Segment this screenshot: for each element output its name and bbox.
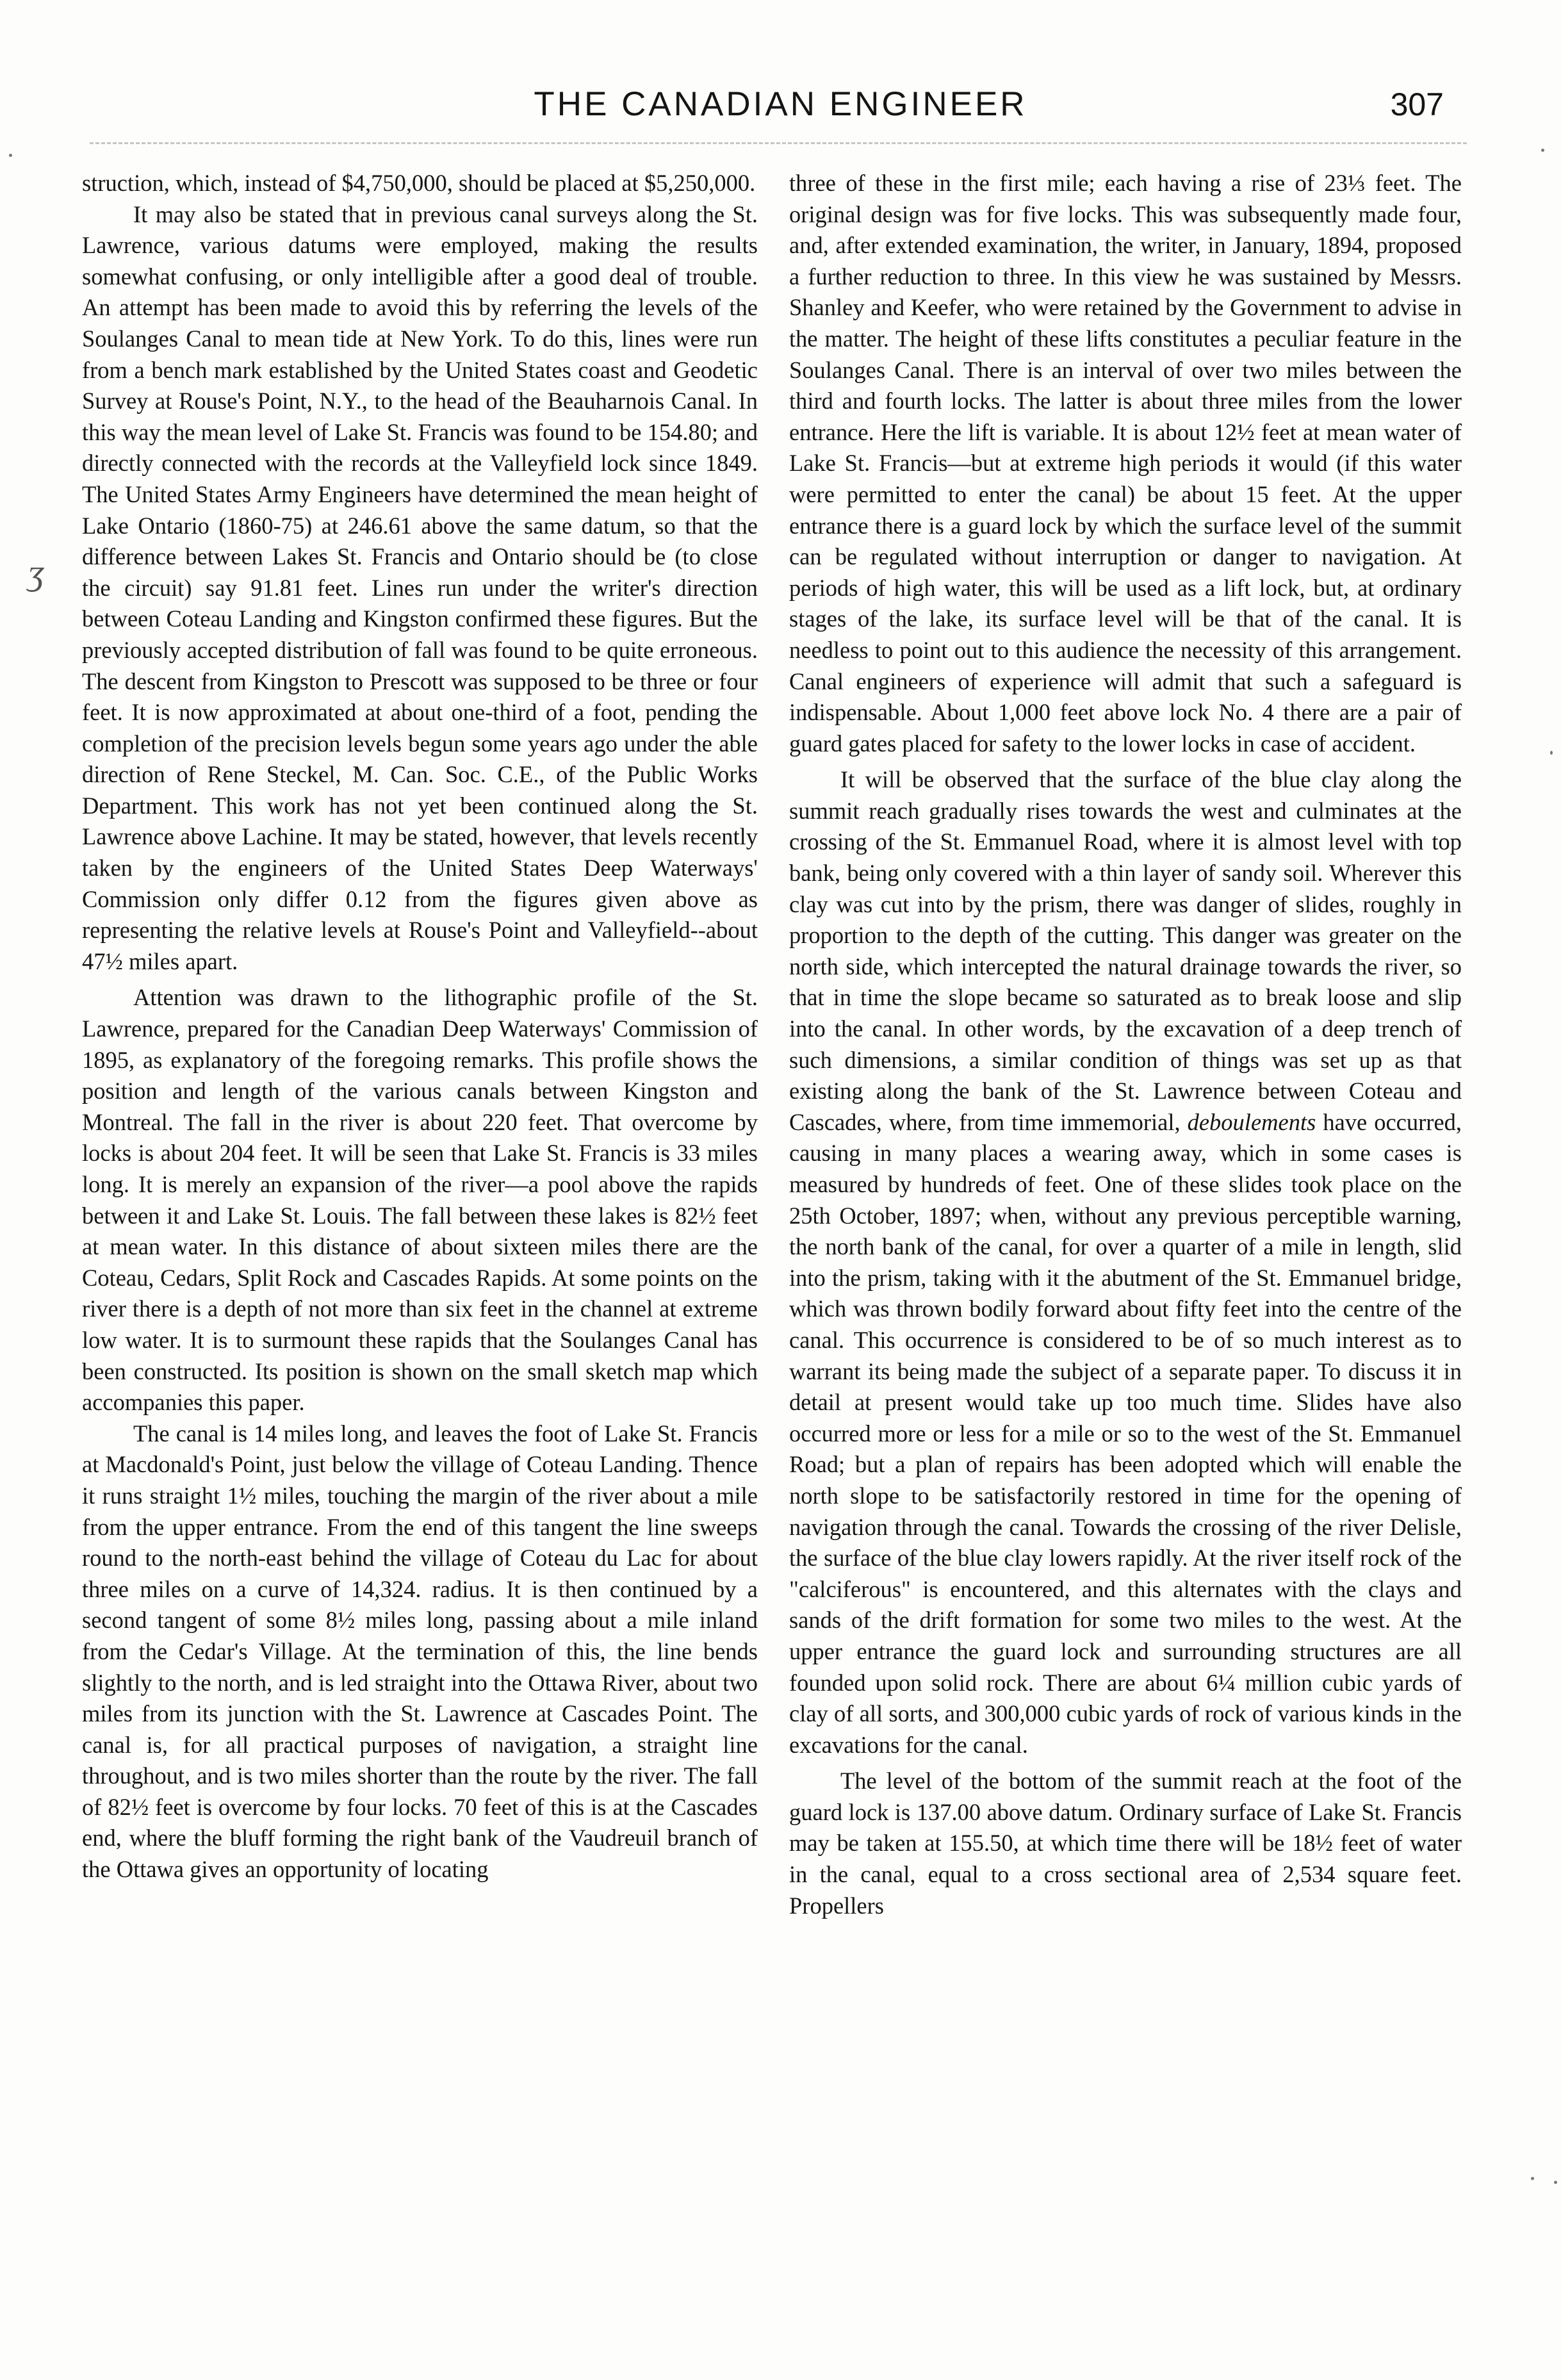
margin-speck [1554,2181,1557,2184]
paragraph [789,764,1462,1760]
paragraph: three of these in the first mile; each having a rise of 23⅓ feet. The original design was for five locks. This was subsequently made four, and, after extended examination, the writer, in January, 1894, proposed a further reduction to three. In this view he was sustained by Messrs. Shanley and Keefer, who were retained by the Government to advise in the matter. The height of these lifts constitutes a peculiar feature in the Soulanges Canal. There is an interval of over two miles between the third and fourth locks. The latter is about three miles from the lower entrance. Here the lift is variable. It is about 12½ feet at mean water of Lake St. Francis—but at extreme high periods it would (if this water were permitted to enter the canal) be about 15 feet. At the upper entrance there is a guard lock by which the surface level of the summit can be regulated without interruption or danger to navigation. At periods of high water, this will be used as a lift lock, but, at ordinary stages of the lake, its surface level will be that of the canal. It is needless to point out to this audience the necessity of this arrangement. Canal engineers of experience will admit that such a safeguard is indispensable. About 1,000 feet above lock No. 4 there are a pair of guard gates placed for safety to the lower locks in case of accident. [789,170,1462,757]
paragraph: It may also be stated that in previous canal surveys along the St. Lawrence, various datums were employed, making the results somewhat confusing, or only intelligible after a good deal of trouble. An attempt has been made to avoid this by referring the levels of the Soulanges Canal to mean tide at New York. To do this, lines were run from a bench mark established by the United States coast and Geodetic Survey at Rouse's Point, N.Y., to the head of the Beauharnois Canal. In this way the mean level of Lake St. Francis was found to be 154.80; and directly connected with the records at the Valleyfield lock since 1849. The United States Army Engineers have determined the mean height of Lake Ontario (1860-75) at 246.61 above the same datum, so that the difference between Lakes St. Francis and Ontario should be (to close the circuit) say 91.81 feet. Lines run under the writer's direction between Coteau Landing and Kingston confirmed these figures. But the previously accepted distribution of fall was found to be quite erroneous. The descent from Kingston to Prescott was supposed to be three or four feet. It is now approximated at about one-third of a foot, pending the completion of the precision levels begun some years ago under the able direction of Rene Steckel, M. Can. Soc. C.E., of the Public Works Department. This work has not yet been continued along the St. Lawrence above Lachine. It may be stated, however, that levels recently taken by the engineers of the United States Deep Waterways' Commission only differ 0.12 from the figures given above as representing the relative levels at Rouse's Point and Valleyfield--about 47½ miles apart. [82,201,758,974]
margin-speck [1531,2177,1534,2180]
paragraph: struction, which, instead of $4,750,000, should be placed at $5,250,000. [82,170,756,196]
page-header [0,82,1561,133]
paragraph-text: It will be observed that the surface of the blue clay along the summit reach gradually rises towards the west and culminates at the crossing of the St. Emmanuel Road, where it is almost level with top bank, being only covered with a thin layer of sandy soil. Wherever this clay was cut into by the prism, there was danger of slides, roughly in proportion to the depth of the cutting. This danger was greater on the north side, which intercepted the natural drainage towards the river, so that in time the slope became so saturated as to break loose and slip into the canal. In other words, by the excavation of a deep trench of such dimensions, a similar condition of things was set up as that existing along the bank of the St. Lawrence between Coteau and Cascades, where, from time immemorial, [789,766,1462,1135]
paragraph-text: have occurred, causing in many places a wearing away, which in some cases is measured by hundreds of feet. One of these slides took place on the 25th October, 1897; when, without any previous perceptible warning, the north bank of the canal, for over a quarter of a mile in length, slid into the prism, taking with it the abutment of the St. Emmanuel bridge, which was thrown bodily forward about fifty feet into the centre of the canal. This occurrence is considered to be of so much interest as to warrant its being made the subject of a separate paper. To discuss it in detail at present would take up too much time. Slides have also occurred more or less for a mile or so to the west of the St. Emmanuel Road; but a plan of repairs has been adopted which will enable the north slope to be satisfactorily restored in time for the opening of navigation through the canal. Towards the crossing of the river Delisle, the surface of the blue clay lowers rapidly. At the river itself rock of the "calciferous" is encountered, and this alternates with the clays and sands of the drift formation for some two miles to the west. At the upper entrance the guard lock and surrounding structures are all founded upon solid rock. There are about 6¼ million cubic yards of clay of all sorts, and 300,000 cubic yards of rock of various kinds in the excavations for the canal. [789,1108,1462,1758]
paragraph: Attention was drawn to the lithographic profile of the St. Lawrence, prepared for the Canadian Deep Waterways' Commission of 1895, as explanatory of the foregoing remarks. This profile shows the position and length of the various canals between Kingston and Montreal. The fall in the river is about 220 feet. That overcome by locks is about 204 feet. It will be seen that Lake St. Francis is 33 miles long. It is merely an expansion of the river—a pool above the rapids between it and Lake St. Louis. The fall between these lakes is 82½ feet at mean water. In this distance of about sixteen miles there are the Coteau, Cedars, Split Rock and Cascades Rapids. At some points on the river there is a depth of not more than six feet in the channel at extreme low water. It is to surmount these rapids that the Soulanges Canal has been constructed. Its position is shown on the small sketch map which accompanies this paper. [82,984,758,1416]
page-number: 307 [1390,86,1444,122]
margin-speck [9,154,12,157]
paragraph: The canal is 14 miles long, and leaves the foot of Lake St. Francis at Macdonald's Point, just below the village of Coteau Landing. Thence it runs straight 1½ miles, touching the margin of the river about a mile from the upper entrance. From the end of this tangent the line sweeps round to the north-east behind the village of Coteau du Lac for about three miles on a curve of 14,324. radius. It is then continued by a second tangent of some 8½ miles long, passing about a mile inland from the Cedar's Village. At the termination of this, the line bends slightly to the north, and is led straight into the Ottawa River, about two miles from its junction with the St. Lawrence at Cascades Point. The canal is, for all practical purposes of navigation, a straight line throughout, and is two miles shorter than the route by the river. The fall of 82½ feet is overcome by four locks. 70 feet of this is at the Cascades end, where the bluff forming the right bank of the Vaudreuil branch of the Ottawa gives an opportunity of locating [82,1420,758,1883]
left-column [82,168,758,1885]
margin-speck [1550,751,1553,755]
italic-term: deboulements [1187,1108,1316,1135]
header-rule [90,142,1467,144]
right-column [789,168,1462,1921]
margin-speck [1541,149,1544,152]
journal-title: THE CANADIAN ENGINEER [534,85,1027,123]
paragraph: The level of the bottom of the summit reach at the foot of the guard lock is 137.00 above datum. Ordinary surface of Lake St. Francis may be taken at 155.50, at which time there will be 18½ feet of water in the canal, equal to a cross sectional area of 2,534 square feet. Propellers [789,1768,1462,1919]
margin-mark: ʒ [28,553,44,593]
